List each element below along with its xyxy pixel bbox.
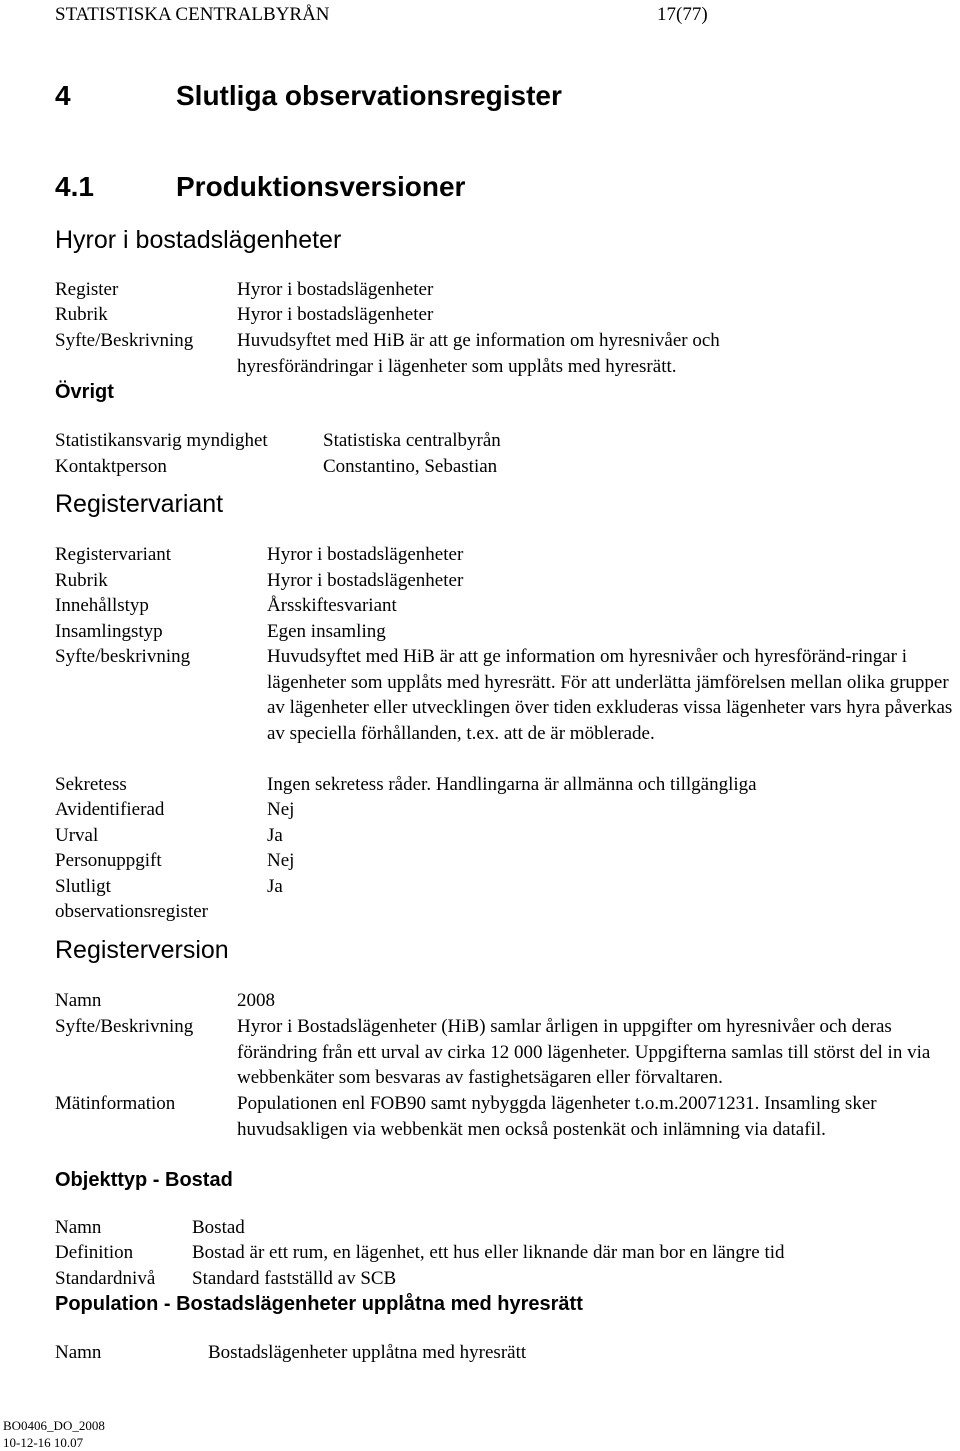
field-value: Hyror i bostadslägenheter [237,304,434,325]
footer-doc-id: BO0406_DO_2008 [3,1418,105,1433]
field-label: Register [55,279,119,300]
field-value: Populationen enl FOB90 samt nybyggda lägenheter t.o.m.20071231. Insamling sker huvudsakligen via webbenkät men också postenkät och inlämning via datafil. [237,1093,877,1140]
field-value: Bostad är ett rum, en lägenhet, ett hus eller liknande där man bor en längre tid [192,1242,785,1263]
field-label: Avidentifierad [55,799,165,820]
field-label: Syfte/Beskrivning [55,330,194,351]
field-label: Personuppgift [55,850,162,871]
chapter-number: 4 [55,80,71,111]
field-label: Urval [55,825,99,846]
field-value: Bostadslägenheter upplåtna med hyresrätt [208,1342,527,1363]
field-label: Innehållstyp [55,595,149,616]
field-value: Hyror i Bostadslägenheter (HiB) samlar årligen in uppgifter om hyresnivåer och deras förändring från ett urval av cirka 12 000 lägenheter. Uppgifterna samlas till störst del in via webbenkäter som besvaras av fastighetsägaren eller förvaltaren. [237,1016,931,1088]
section-number: 4.1 [55,171,94,202]
field-label: Syfte/Beskrivning [55,1016,194,1037]
header-org: STATISTISKA CENTRALBYRÅN [55,4,330,25]
field-value: Egen insamling [267,621,386,642]
field-value: Ja [267,825,283,846]
field-value: Hyror i bostadslägenheter [267,570,464,591]
field-value: Ja [267,876,283,897]
field-label: Standardnivå [55,1268,156,1289]
field-value: Nej [267,850,295,871]
field-label: Kontaktperson [55,456,167,477]
field-label: Namn [55,1342,102,1363]
field-value: Huvudsyftet med HiB är att ge information om hyresnivåer och hyresföränd-ringar i lägenheter som upplåts med hyresrätt. För att underlätta jämförelsen mellan olika grupper av lägenheter eller utvecklingen över tiden exkluderas vissa lägenheter vars hyra påverkas av speciella förhållanden, t.ex. att de är möblerade. [267,646,953,744]
field-label: Insamlingstyp [55,621,163,642]
field-label: Registervariant [55,544,172,565]
field-label: Slutligt observationsregister [55,876,209,922]
footer-date: 10-12-16 10.07 [3,1435,84,1450]
field-value: Constantino, Sebastian [323,456,498,477]
ovrigt-heading: Övrigt [55,381,114,403]
chapter-title: Slutliga observationsregister [176,80,562,111]
field-value: Ingen sekretess råder. Handlingarna är allmänna och tillgängliga [267,774,757,795]
page-number: 17(77) [657,4,708,25]
field-value: Statistiska centralbyrån [323,430,501,451]
field-label: Rubrik [55,304,108,325]
field-label: Definition [55,1242,134,1263]
field-value: Årsskiftesvariant [267,595,397,616]
field-label: Mätinformation [55,1093,176,1114]
field-value: Standard fastställd av SCB [192,1268,397,1289]
registervariant-heading: Registervariant [55,490,224,518]
field-value: Nej [267,799,295,820]
field-value: 2008 [237,990,275,1011]
field-value: Hyror i bostadslägenheter [237,279,434,300]
population-heading: Population - Bostadslägenheter upplåtna med hyresrätt [55,1293,583,1315]
section-title: Produktionsversioner [176,171,466,202]
field-value: Hyror i bostadslägenheter [267,544,464,565]
field-label: Rubrik [55,570,108,591]
registerversion-heading: Registerversion [55,936,229,964]
objekttyp-heading: Objekttyp - Bostad [55,1169,233,1191]
register-subtitle: Hyror i bostadslägenheter [55,226,342,254]
field-label: Namn [55,1217,102,1238]
field-value: Huvudsyftet med HiB är att ge information om hyresnivåer och hyresförändringar i lägenheter som upplåts med hyresrätt. [237,330,720,377]
field-value: Bostad [192,1217,245,1238]
field-label: Statistikansvarig myndighet [55,430,268,451]
field-label: Namn [55,990,102,1011]
field-label: Sekretess [55,774,127,795]
field-label: Syfte/beskrivning [55,646,191,667]
